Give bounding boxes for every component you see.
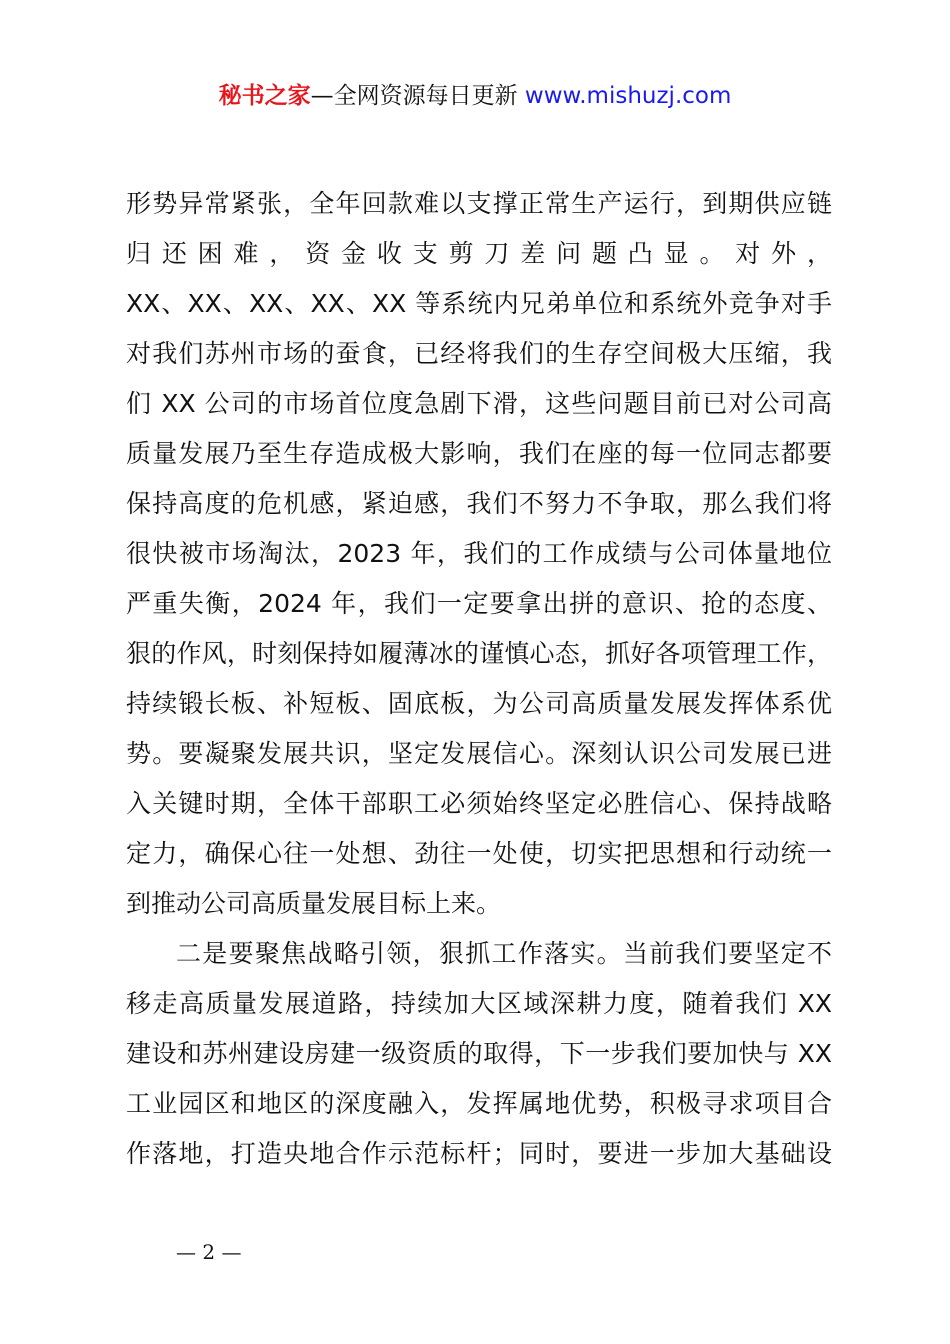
text-line: 很快被市场淘汰，2023 年，我们的工作成绩与公司体量地位 — [126, 539, 832, 568]
text-line: 狠的作风，时刻保持如履薄冰的谨慎心态，抓好各项管理工作， — [126, 639, 832, 668]
site-header — [0, 80, 950, 112]
text-line: 质量发展乃至生存造成极大影响，我们在座的每一位同志都要 — [126, 439, 832, 468]
text-line: XX、XX、XX、XX、XX 等系统内兄弟单位和系统外竞争对手 — [126, 289, 832, 318]
text-line: 定力，确保心往一处想、劲往一处使，切实把思想和行动统一 — [126, 839, 832, 868]
text-line: 们 XX 公司的市场首位度急剧下滑，这些问题目前已对公司高 — [126, 389, 832, 418]
text-line: 势。要凝聚发展共识，坚定发展信心。深刻认识公司发展已进 — [126, 739, 832, 768]
text-line: 保持高度的危机感，紧迫感，我们不努力不争取，那么我们将 — [126, 489, 832, 518]
text-line: 严重失衡，2024 年，我们一定要拿出拼的意识、抢的态度、 — [126, 589, 832, 618]
text-line: 到推动公司高质量发展目标上来。 — [126, 889, 502, 918]
text-line: 归还困难，资金收支剪刀差问题凸显。对外， — [126, 239, 832, 268]
text-line: 建设和苏州建设房建一级资质的取得，下一步我们要加快与 XX — [126, 1039, 832, 1068]
brand-name: 秘书之家 — [218, 83, 311, 109]
text-line: 形势异常紧张，全年回款难以支撑正常生产运行，到期供应链 — [126, 189, 832, 218]
paragraph-first-line: 二是要聚焦战略引领，狠抓工作落实。当前我们要坚定不 — [176, 939, 832, 968]
text-line: 作落地，打造央地合作示范标杆；同时，要进一步加大基础设 — [126, 1139, 832, 1168]
site-url-link[interactable]: www.mishuzj.com — [524, 83, 732, 109]
document-body — [126, 179, 832, 1179]
header-tagline: —全网资源每日更新 — [310, 83, 518, 109]
text-line: 持续锻长板、补短板、固底板，为公司高质量发展发挥体系优 — [126, 689, 832, 718]
text-line: 移走高质量发展道路，持续加大区域深耕力度，随着我们 XX — [126, 989, 832, 1018]
text-line: 入关键时期，全体干部职工必须始终坚定必胜信心、保持战略 — [126, 789, 832, 818]
text-line: 对我们苏州市场的蚕食，已经将我们的生存空间极大压缩，我 — [126, 339, 832, 368]
page-number: — 2 — — [176, 1240, 242, 1264]
text-line: 工业园区和地区的深度融入，发挥属地优势，积极寻求项目合 — [126, 1089, 832, 1118]
